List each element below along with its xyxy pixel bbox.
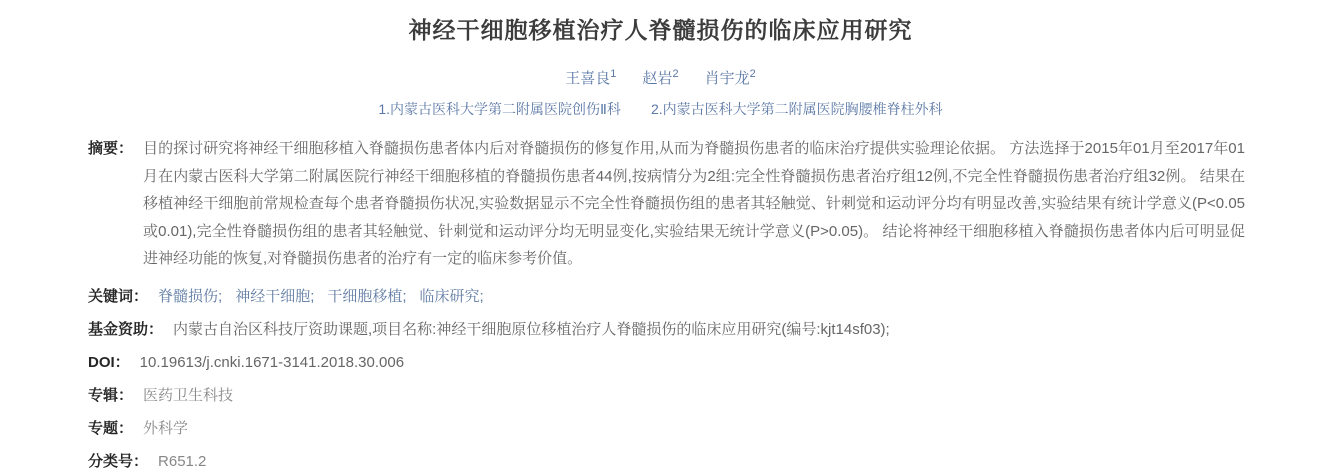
keyword-link[interactable]: 脊髓损伤; xyxy=(158,287,223,305)
keyword-link[interactable]: 干细胞移植; xyxy=(327,287,407,305)
doi-section xyxy=(88,353,1245,373)
author-affiliation-superscript: 1 xyxy=(610,68,617,80)
album-label: 专辑： xyxy=(88,386,134,404)
abstract-label: 摘要： xyxy=(88,140,134,157)
affiliation-link[interactable]: 1.内蒙古医科大学第二附属医院创伤Ⅱ科 xyxy=(378,101,621,117)
topic-value: 外科学 xyxy=(143,419,189,437)
abstract-section xyxy=(88,135,1245,273)
clc-value: R651.2 xyxy=(158,452,207,470)
topic-label: 专题： xyxy=(88,419,134,437)
clc-section xyxy=(88,452,1245,472)
author-affiliation-superscript: 2 xyxy=(749,68,756,80)
paper-header xyxy=(0,0,1321,119)
keyword-link[interactable]: 神经干细胞; xyxy=(235,287,315,305)
keywords-section xyxy=(88,287,1245,307)
funding-section xyxy=(88,320,1245,340)
author-link[interactable]: 赵岩$^2$ xyxy=(642,68,679,87)
author-link[interactable]: 王喜良$^1$ xyxy=(565,68,617,87)
doi-label: DOI： xyxy=(88,353,130,371)
keywords-label: 关键词： xyxy=(88,287,149,305)
clc-label: 分类号： xyxy=(88,452,149,470)
author-affiliation-superscript: 2 xyxy=(672,68,679,80)
funding-label: 基金资助： xyxy=(88,320,164,338)
paper-meta xyxy=(0,135,1321,472)
keyword-list xyxy=(158,287,497,307)
funding-text: 内蒙古自治区科技厅资助课题,项目名称:神经干细胞原位移植治疗人脊髓损伤的临床应用研究(编号:kjt14sf03); xyxy=(173,320,890,338)
keyword-link[interactable]: 临床研究; xyxy=(419,287,484,305)
affiliation-list xyxy=(0,99,1321,119)
abstract-text: 目的探讨研究将神经干细胞移植入脊髓损伤患者体内后对脊髓损伤的修复作用,从而为脊髓损伤患者的临床治疗提供实验理论依据。 方法选择于2015年01月至2017年01月在内蒙古医科大学第二附属医院行神经干细胞移植的脊髓损伤患者44例,按病情分为2组:完全性脊髓损伤患者治疗组12例,不完全性脊髓损伤患者治疗组32例。 结果在移植神经干细胞前常规检查每个患者脊髓损伤状况,实验数据显示不完全性脊髓损伤组的患者其轻触觉、针刺觉和运动评分均有明显改善,实验结果有统计学意义(P<0.05或0.01),完全性脊髓损伤组的患者其轻触觉、针刺觉和运动评分均无明显变化,实验结果无统计学意义(P>0.05)。 结论将神经干细胞移植入脊髓损伤患者体内后可明显促进神经功能的恢复,对脊髓损伤患者的治疗有一定的临床参考价值。 xyxy=(143,140,1245,267)
album-value: 医药卫生科技 xyxy=(143,386,234,404)
doi-value: 10.19613/j.cnki.1671-3141.2018.30.006 xyxy=(139,353,405,371)
author-list xyxy=(0,67,1321,88)
paper-title: 神经干细胞移植治疗人脊髓损伤的临床应用研究 xyxy=(408,17,913,43)
album-section xyxy=(88,386,1245,406)
affiliation-link[interactable]: 2.内蒙古医科大学第二附属医院胸腰椎脊柱外科 xyxy=(650,101,943,117)
topic-section xyxy=(88,419,1245,439)
author-link[interactable]: 肖宇龙$^2$ xyxy=(704,68,756,87)
